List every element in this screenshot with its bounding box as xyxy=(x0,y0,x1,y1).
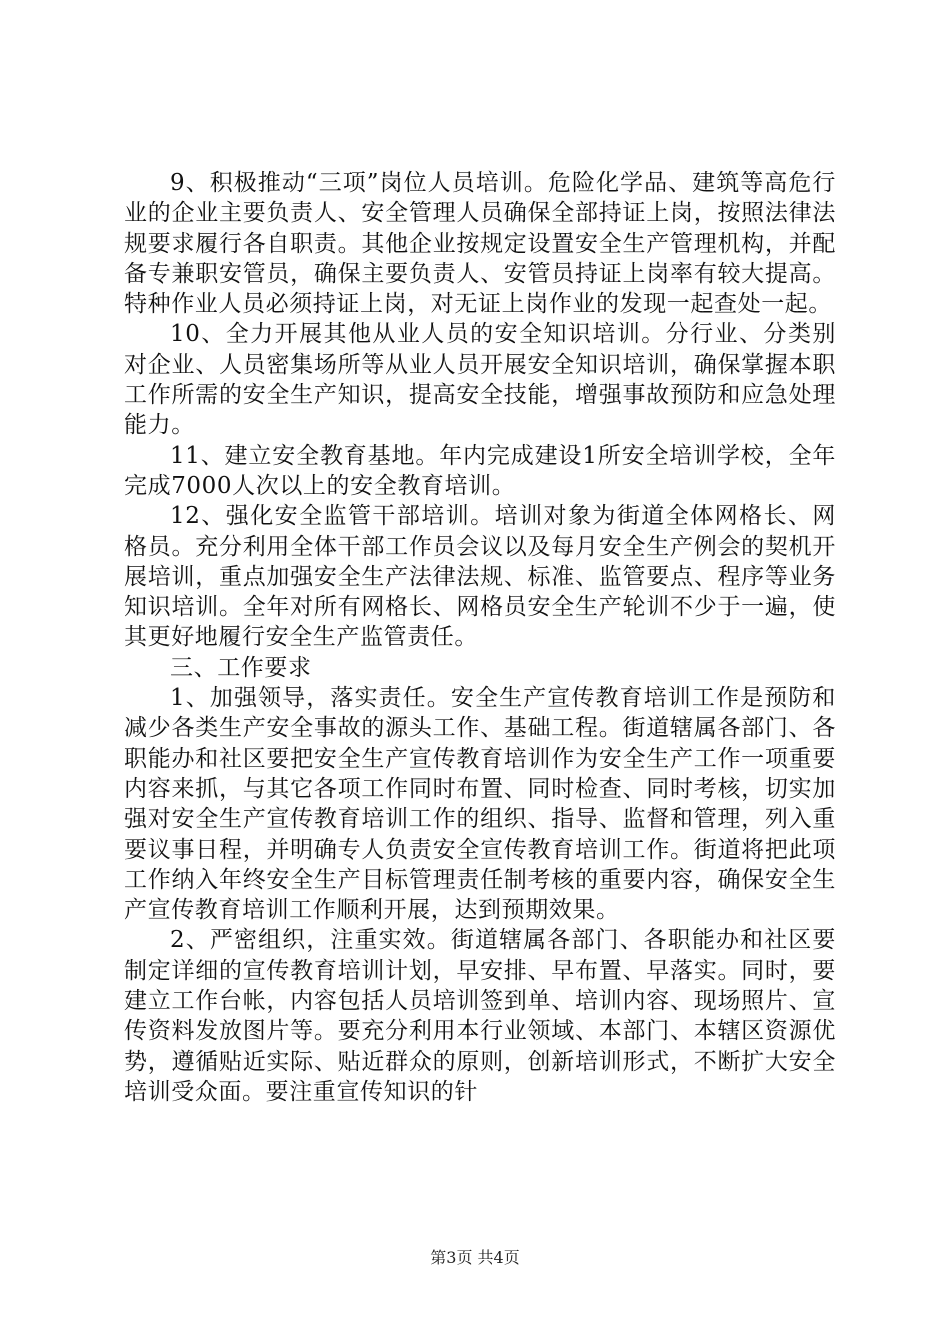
paragraph-item-10: 10、全力开展其他从业人员的安全知识培训。分行业、分类别对企业、人员密集场所等从业人员开展安全知识培训，确保掌握本职工作所需的安全生产知识，提高安全技能，增强事故预防和应急处理能力。 xyxy=(124,321,836,439)
paragraph-requirement-2: 2、严密组织，注重实效。街道辖属各部门、各职能办和社区要制定详细的宣传教育培训计划，早安排、早布置、早落实。同时，要建立工作台帐，内容包括人员培训签到单、培训内容、现场照片、宣传资料发放图片等。要充分利用本行业领域、本部门、本辖区资源优势，遵循贴近实际、贴近群众的原则，创新培训形式，不断扩大安全培训受众面。要注重宣传知识的针 xyxy=(124,927,836,1105)
paragraph-requirement-1: 1、加强领导，落实责任。安全生产宣传教育培训工作是预防和减少各类生产安全事故的源头工作、基础工程。街道辖属各部门、各职能办和社区要把安全生产宣传教育培训作为安全生产工作一项重要内容来抓，与其它各项工作同时布置、同时检查、同时考核，切实加强对安全生产宣传教育培训工作的组织、指导、监督和管理，列入重要议事日程，并明确专人负责安全宣传教育培训工作。街道将把此项工作纳入年终安全生产目标管理责任制考核的重要内容，确保安全生产宣传教育培训工作顺利开展，达到预期效果。 xyxy=(124,685,836,924)
paragraph-item-9: 9、积极推动“三项”岗位人员培训。危险化学品、建筑等高危行业的企业主要负责人、安全管理人员确保全部持证上岗，按照法律法规要求履行各自职责。其他企业按规定设置安全生产管理机构，并配备专兼职安管员，确保主要负责人、安管员持证上岗率有较大提高。特种作业人员必须持证上岗，对无证上岗作业的发现一起查处一起。 xyxy=(124,170,836,318)
paragraph-item-11: 11、建立安全教育基地。年内完成建设1所安全培训学校，全年完成7000人次以上的安全教育培训。 xyxy=(124,442,836,499)
paragraph-item-12: 12、强化安全监管干部培训。培训对象为街道全体网格长、网格员。充分利用全体干部工作员会议以及每月安全生产例会的契机开展培训，重点加强安全生产法律法规、标准、监管要点、程序等业务知识培训。全年对所有网格长、网格员安全生产轮训不少于一遍，使其更好地履行安全生产监管责任。 xyxy=(124,503,836,651)
section-heading-work-requirements: 三、工作要求 xyxy=(170,654,312,681)
body-text xyxy=(124,168,836,1107)
page-number-footer: 第3页 共4页 xyxy=(430,1248,520,1267)
